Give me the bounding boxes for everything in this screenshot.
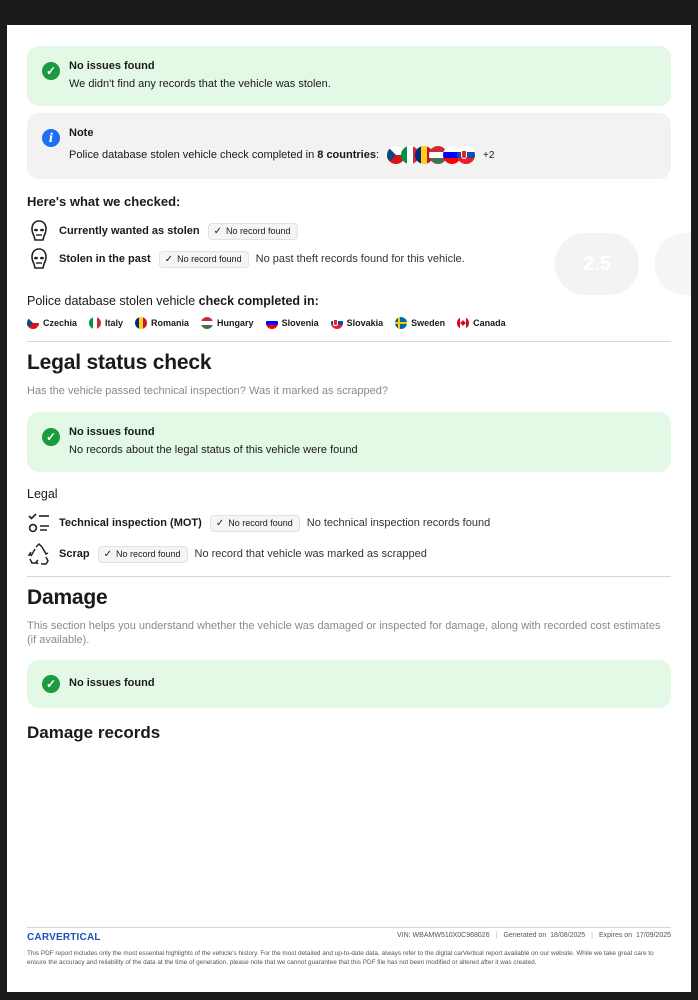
legal-section-subtitle: Has the vehicle passed technical inspection? Was it marked as scrapped? [27, 385, 388, 397]
floating-badge [555, 233, 639, 295]
legal-item-label: Technical inspection (MOT) [59, 517, 202, 529]
floating-badge-edge [655, 233, 691, 295]
flag-sk-icon [331, 317, 343, 329]
damage-section-subtitle: This section helps you understand whether the vehicle was damaged or inspected for damage, along with recorded cost estimates (if available). [27, 620, 661, 646]
checklist-icon [27, 511, 51, 535]
flag-ro-icon [135, 317, 147, 329]
flag-sk-icon [457, 146, 475, 164]
status-badge [98, 546, 188, 563]
country-name: Slovakia [346, 318, 384, 328]
legal-group-heading: Legal [27, 487, 58, 501]
country-name: Sweden [411, 318, 446, 328]
country-list [27, 317, 518, 329]
footer-divider [27, 927, 671, 928]
checkmark-icon: ✓ [215, 517, 225, 529]
report-footer [27, 927, 671, 967]
legal-result-desc: No records about the legal status of this vehicle were found [69, 444, 358, 456]
damage-result-card [27, 660, 671, 708]
legal-section-title: Legal status check [27, 351, 212, 374]
note-title: Note [69, 127, 94, 139]
status-badge-text: No record found [228, 518, 293, 528]
check-circle-icon: ✓ [42, 62, 60, 80]
flag-cz-icon [27, 317, 39, 329]
note-more-count: +2 [483, 149, 495, 161]
info-icon: i [42, 129, 60, 147]
flag-it-icon [89, 317, 101, 329]
flag-se-icon [395, 317, 407, 329]
legal-result-card [27, 412, 671, 472]
status-badge-text: No record found [177, 254, 242, 264]
country-item [331, 317, 384, 329]
check-item-wanted [27, 219, 298, 243]
report-page [7, 25, 691, 992]
country-item [89, 317, 123, 329]
check-circle-icon: ✓ [42, 675, 60, 693]
status-badge [159, 251, 249, 268]
flag-hu-icon [201, 317, 213, 329]
flag-ca-icon [457, 317, 469, 329]
country-name: Italy [105, 318, 124, 328]
legal-item-desc: No technical inspection records found [306, 517, 491, 529]
masked-person-icon [27, 247, 51, 271]
legal-item-scrap [27, 542, 427, 566]
check-circle-icon: ✓ [42, 428, 60, 446]
checkmark-icon: ✓ [164, 253, 174, 265]
masked-person-icon [27, 219, 51, 243]
legal-result-title: No issues found [69, 426, 155, 438]
completed-in-heading [27, 294, 319, 308]
completed-prefix: Police database stolen vehicle [27, 294, 199, 308]
checkmark-icon: ✓ [213, 225, 222, 237]
legal-item-desc: No record that vehicle was marked as scrapped [194, 548, 427, 560]
stolen-result-title: No issues found [69, 60, 155, 72]
damage-records-heading: Damage records [27, 723, 161, 742]
country-item [266, 317, 319, 329]
check-item-label: Currently wanted as stolen [59, 225, 200, 237]
footer-vin: VIN: WBAMW510X0C968026 [397, 932, 490, 939]
country-item [201, 317, 254, 329]
completed-bold: check completed in: [198, 294, 319, 308]
country-name: Czechia [43, 318, 78, 328]
footer-generated: Generated on 18/08/2025 [503, 932, 586, 939]
legal-item-label: Scrap [59, 548, 90, 560]
status-badge-text: No record found [115, 549, 181, 559]
note-card [27, 113, 671, 179]
footer-meta: VIN: WBAMW510X0C968026 | Generated on 18/08/2025 | Expires on 17/09/2025 [397, 932, 671, 939]
recycle-icon [27, 542, 51, 566]
footer-disclaimer: This PDF report includes only the most essential highlights of the vehicle's history. For the most detailed and up-to-date data, always refer to the digital carVertical report available on our website. While we take great care to ensure the accuracy and reliability of the data at the time of generation, please note that we cannot guarantee that this PDF file has not been modified or altered after it was created. [27, 950, 654, 966]
stolen-result-card [27, 46, 671, 106]
note-text-prefix: Police database stolen vehicle check completed in [69, 149, 318, 161]
damage-result-title: No issues found [69, 677, 155, 689]
note-text-suffix: : [375, 149, 380, 161]
damage-section-title: Damage [27, 586, 108, 609]
status-badge [210, 515, 300, 532]
stolen-result-desc: We didn't find any records that the vehicle was stolen. [69, 78, 331, 90]
country-name: Hungary [217, 318, 254, 328]
check-item-label: Stolen in the past [59, 253, 151, 265]
check-item-past [27, 247, 465, 271]
check-item-desc: No past theft records found for this vehicle. [255, 253, 465, 265]
legal-item-mot [27, 511, 490, 535]
note-text [69, 146, 657, 164]
status-badge [208, 223, 298, 240]
country-name: Romania [151, 318, 190, 328]
section-divider [27, 576, 671, 577]
status-badge-text: No record found [225, 226, 291, 236]
country-item [395, 317, 445, 329]
section-divider [27, 341, 671, 342]
country-item [135, 317, 189, 329]
brand-logo: CARVERTICAL [27, 932, 101, 943]
country-name: Slovenia [281, 318, 319, 328]
country-item [457, 317, 506, 329]
checked-heading: Here's what we checked: [27, 194, 181, 209]
checkmark-icon: ✓ [103, 548, 112, 560]
floating-badge-text: 2.5 [583, 252, 611, 275]
country-name: Canada [473, 318, 506, 328]
flag-si-icon [266, 317, 278, 329]
note-text-bold: 8 countries [317, 149, 376, 161]
country-item [27, 317, 77, 329]
footer-expires: Expires on 17/09/2025 [599, 932, 671, 939]
flag-stack [387, 146, 475, 164]
